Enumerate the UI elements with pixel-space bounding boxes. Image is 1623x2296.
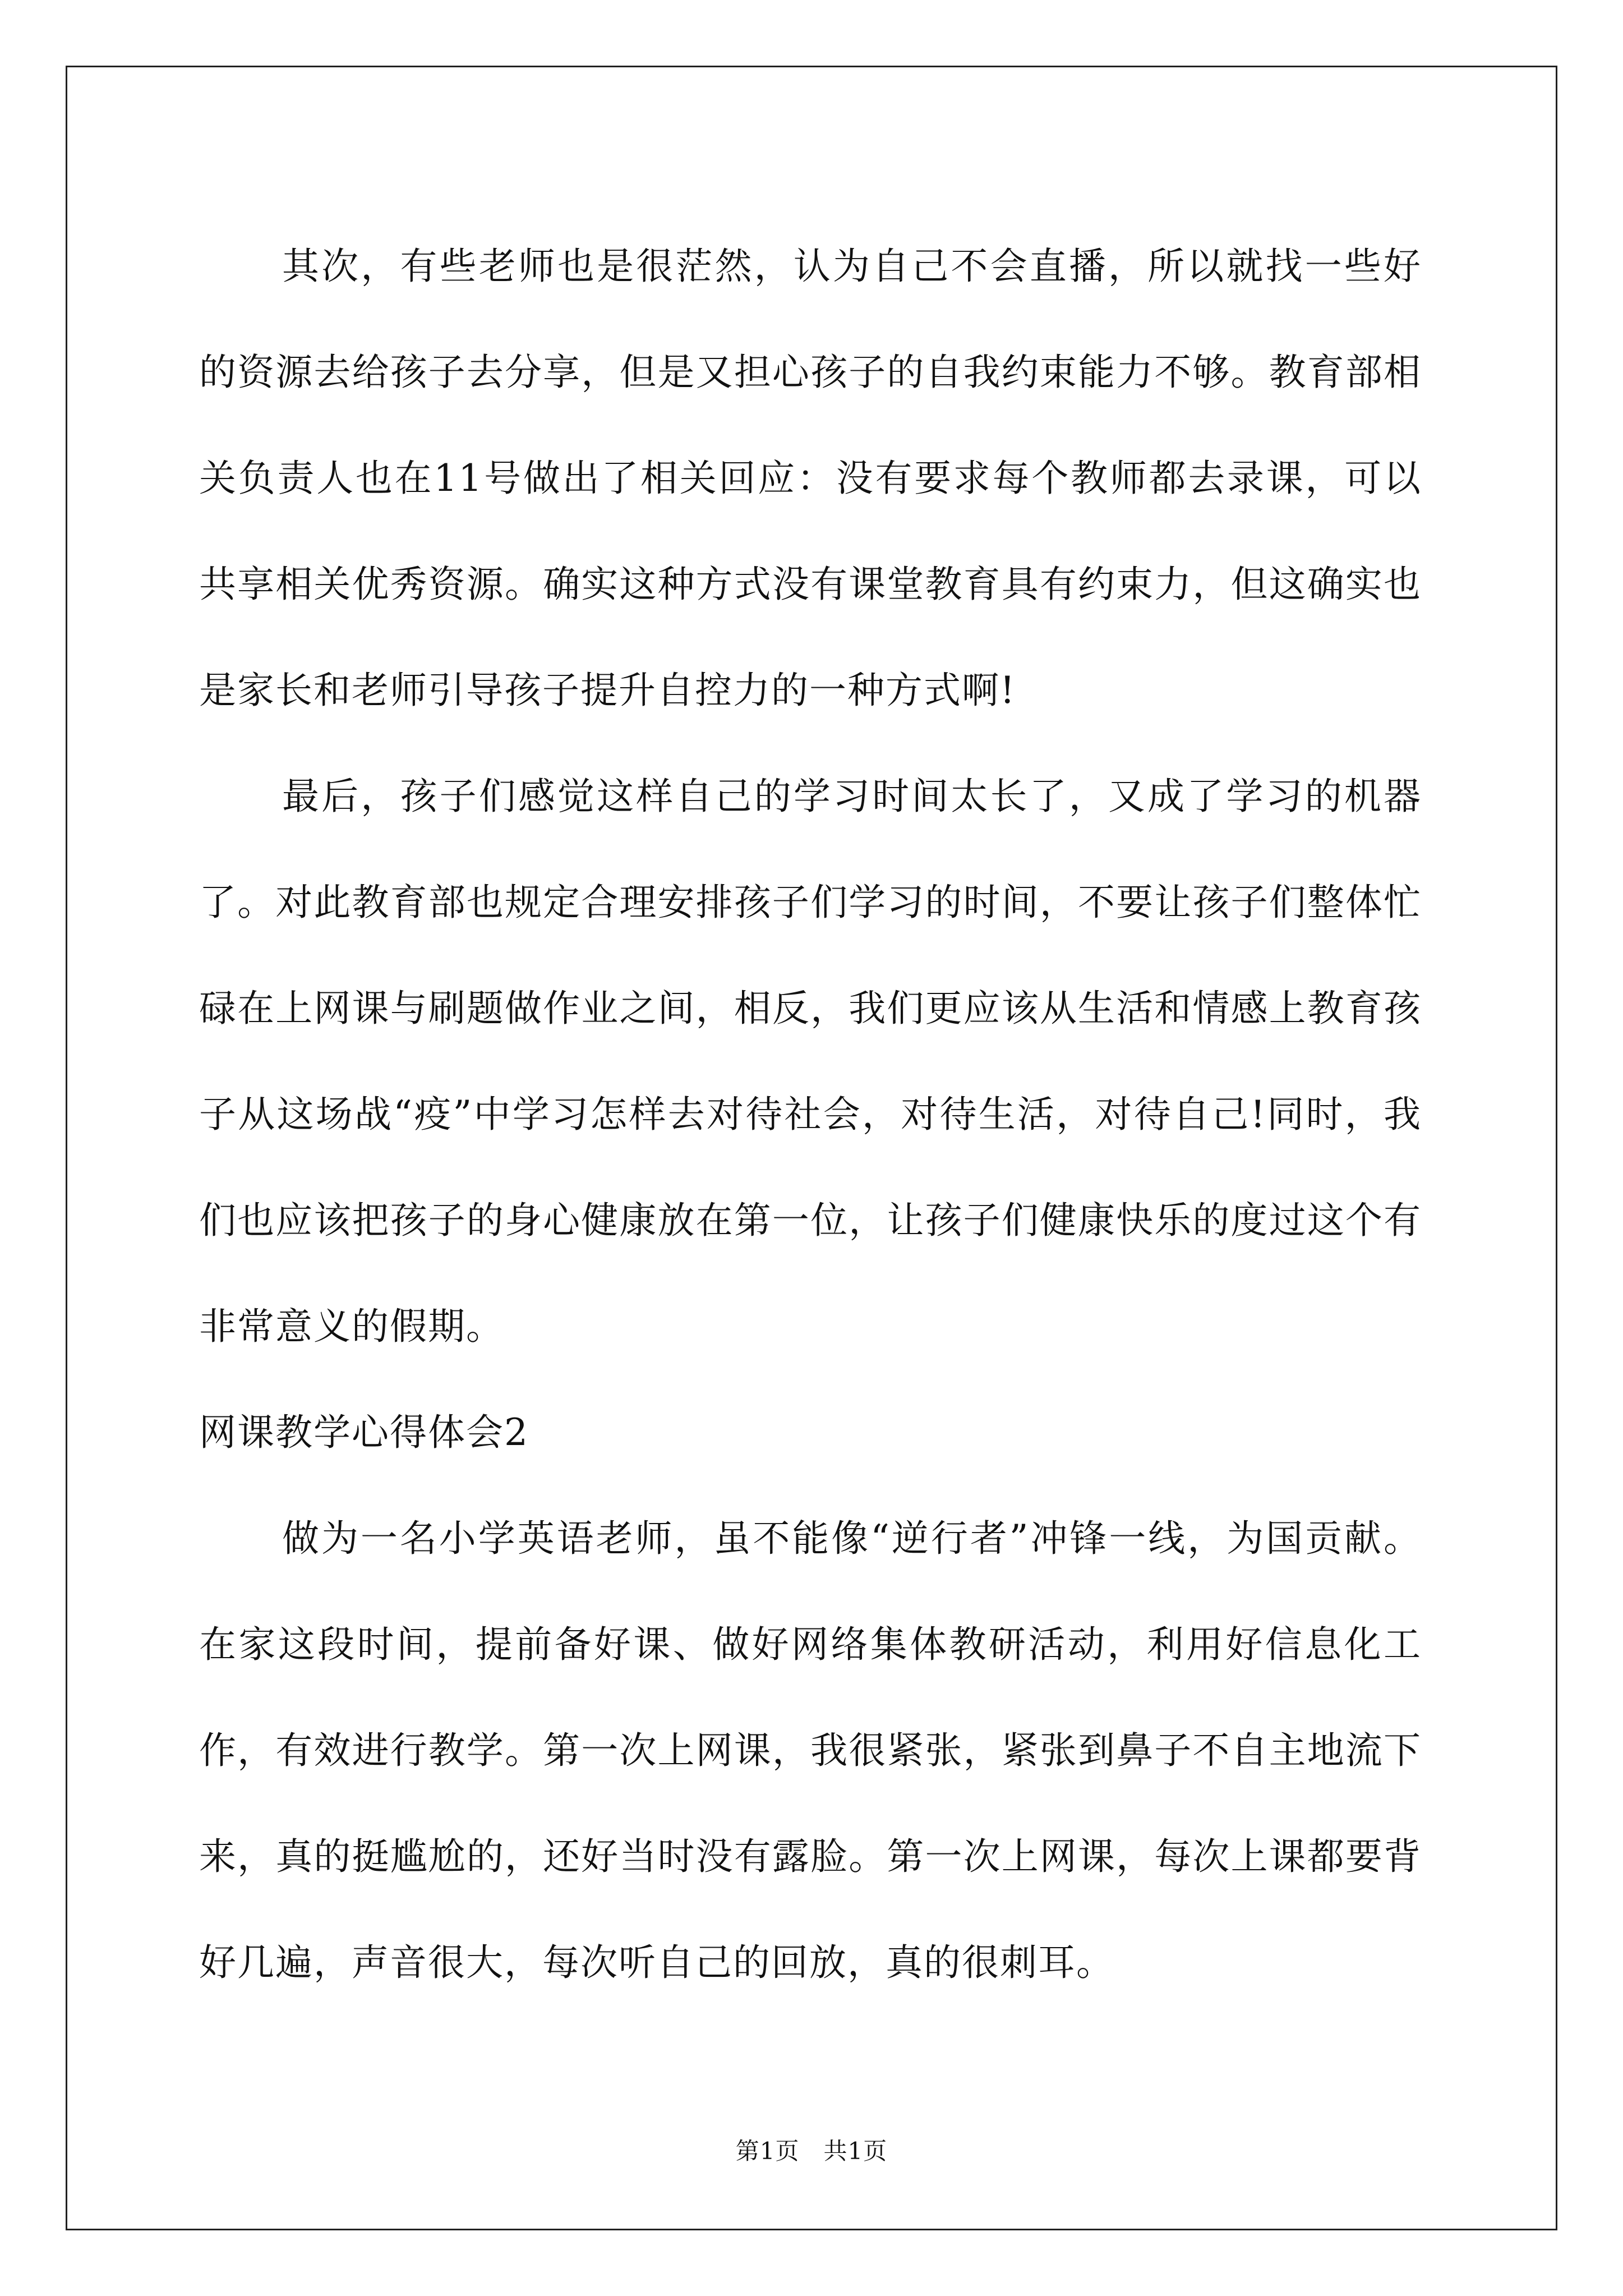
paragraph-2: 最后，孩子们感觉这样自己的学习时间太长了，又成了学习的机器了。对此教育部也规定合理安排孩子们学习的时间，不要让孩子们整体忙碌在上网课与刷题做作业之间，相反，我们更应该从生活和情感上教育孩子从这场战“疫”中学习怎样去对待社会，对待生活，对待自己!同时，我们也应该把孩子的身心健康放在第一位，让孩子们健康快乐的度过这个有非常意义的假期。: [199, 775, 1422, 1348]
paragraph-3: 做为一名小学英语老师，虽不能像“逆行者”冲锋一线，为国贡献。在家这段时间，提前备好课、做好网络集体教研活动，利用好信息化工作，有效进行教学。第一次上网课，我很紧张，紧张到鼻子不自主地流下来，真的挺尴尬的，还好当时没有露脸。第一次上网课，每次上课都要背好几遍，声音很大，每次听自己的回放，真的很刺耳。: [199, 1517, 1422, 1984]
document-body: [199, 213, 1422, 2016]
page-footer: 第1页 共1页: [735, 2137, 888, 2165]
section-heading: 网课教学心得体会2: [199, 1411, 529, 1454]
paragraph-1: 其次，有些老师也是很茫然，认为自己不会直播，所以就找一些好的资源去给孩子去分享，但是又担心孩子的自我约束能力不够。教育部相关负责人也在11号做出了相关回应：没有要求每个教师都去录课，可以共享相关优秀资源。确实这种方式没有课堂教育具有约束力，但这确实也是家长和老师引导孩子提升自控力的一种方式啊!: [199, 245, 1422, 712]
